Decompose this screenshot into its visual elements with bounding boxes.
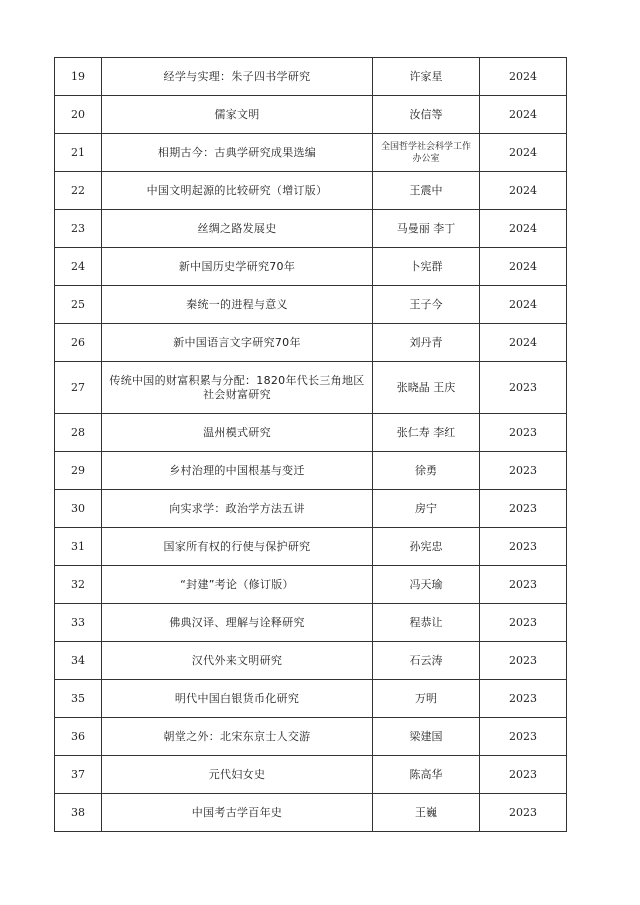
book-title: 新中国语言文字研究70年 xyxy=(102,324,373,362)
book-title: 明代中国白银货币化研究 xyxy=(102,680,373,718)
publication-year: 2023 xyxy=(480,756,567,794)
row-number: 32 xyxy=(55,566,102,604)
book-title: 中国文明起源的比较研究（增订版） xyxy=(102,172,373,210)
book-title: 传统中国的财富积累与分配：1820年代长三角地区社会财富研究 xyxy=(102,362,373,414)
book-author: 王震中 xyxy=(373,172,480,210)
row-number: 37 xyxy=(55,756,102,794)
book-author: 刘丹青 xyxy=(373,324,480,362)
table-row xyxy=(55,490,567,528)
book-title: 儒家文明 xyxy=(102,96,373,134)
row-number: 36 xyxy=(55,718,102,756)
table-row xyxy=(55,96,567,134)
table-row xyxy=(55,414,567,452)
book-title: 元代妇女史 xyxy=(102,756,373,794)
book-author: 石云涛 xyxy=(373,642,480,680)
publication-year: 2023 xyxy=(480,642,567,680)
book-author: 汝信等 xyxy=(373,96,480,134)
row-number: 22 xyxy=(55,172,102,210)
book-author: 马曼丽 李丁 xyxy=(373,210,480,248)
row-number: 27 xyxy=(55,362,102,414)
row-number: 38 xyxy=(55,794,102,832)
publication-year: 2023 xyxy=(480,528,567,566)
table-row xyxy=(55,134,567,172)
book-title: 中国考古学百年史 xyxy=(102,794,373,832)
publication-year: 2024 xyxy=(480,172,567,210)
book-list-table xyxy=(54,57,567,832)
book-author: 卜宪群 xyxy=(373,248,480,286)
row-number: 35 xyxy=(55,680,102,718)
publication-year: 2023 xyxy=(480,718,567,756)
book-title: 向实求学：政治学方法五讲 xyxy=(102,490,373,528)
table-row xyxy=(55,680,567,718)
book-author: 王巍 xyxy=(373,794,480,832)
row-number: 28 xyxy=(55,414,102,452)
table-row xyxy=(55,210,567,248)
row-number: 34 xyxy=(55,642,102,680)
book-title: 乡村治理的中国根基与变迁 xyxy=(102,452,373,490)
table-row xyxy=(55,286,567,324)
book-title: 新中国历史学研究70年 xyxy=(102,248,373,286)
publication-year: 2023 xyxy=(480,566,567,604)
table-row xyxy=(55,58,567,96)
publication-year: 2024 xyxy=(480,324,567,362)
book-author: 全国哲学社会科学工作办公室 xyxy=(373,134,480,172)
row-number: 20 xyxy=(55,96,102,134)
book-author: 张晓晶 王庆 xyxy=(373,362,480,414)
table-row xyxy=(55,324,567,362)
table-row xyxy=(55,452,567,490)
row-number: 31 xyxy=(55,528,102,566)
book-title: 佛典汉译、理解与诠释研究 xyxy=(102,604,373,642)
publication-year: 2024 xyxy=(480,210,567,248)
table-row xyxy=(55,642,567,680)
row-number: 25 xyxy=(55,286,102,324)
row-number: 30 xyxy=(55,490,102,528)
publication-year: 2023 xyxy=(480,362,567,414)
publication-year: 2023 xyxy=(480,680,567,718)
row-number: 29 xyxy=(55,452,102,490)
book-title: 丝绸之路发展史 xyxy=(102,210,373,248)
row-number: 21 xyxy=(55,134,102,172)
publication-year: 2023 xyxy=(480,604,567,642)
publication-year: 2023 xyxy=(480,490,567,528)
row-number: 24 xyxy=(55,248,102,286)
book-author: 张仁寿 李红 xyxy=(373,414,480,452)
publication-year: 2024 xyxy=(480,286,567,324)
book-author: 孙宪忠 xyxy=(373,528,480,566)
book-author: 梁建国 xyxy=(373,718,480,756)
book-author: 王子今 xyxy=(373,286,480,324)
book-title: 秦统一的进程与意义 xyxy=(102,286,373,324)
row-number: 26 xyxy=(55,324,102,362)
table-row xyxy=(55,362,567,414)
table-row xyxy=(55,566,567,604)
book-author: 万明 xyxy=(373,680,480,718)
book-title: 相期古今：古典学研究成果选编 xyxy=(102,134,373,172)
publication-year: 2024 xyxy=(480,248,567,286)
book-title: 国家所有权的行使与保护研究 xyxy=(102,528,373,566)
publication-year: 2023 xyxy=(480,794,567,832)
book-title: 经学与实理：朱子四书学研究 xyxy=(102,58,373,96)
publication-year: 2023 xyxy=(480,452,567,490)
book-author: 房宁 xyxy=(373,490,480,528)
table-row xyxy=(55,248,567,286)
publication-year: 2023 xyxy=(480,414,567,452)
book-author: 冯天瑜 xyxy=(373,566,480,604)
book-author: 陈高华 xyxy=(373,756,480,794)
book-author: 许家星 xyxy=(373,58,480,96)
book-title: 朝堂之外：北宋东京士人交游 xyxy=(102,718,373,756)
book-author: 徐勇 xyxy=(373,452,480,490)
table-row xyxy=(55,172,567,210)
book-title: 汉代外来文明研究 xyxy=(102,642,373,680)
publication-year: 2024 xyxy=(480,58,567,96)
table-row xyxy=(55,794,567,832)
row-number: 19 xyxy=(55,58,102,96)
publication-year: 2024 xyxy=(480,96,567,134)
publication-year: 2024 xyxy=(480,134,567,172)
book-title: “封建”考论（修订版） xyxy=(102,566,373,604)
table-row xyxy=(55,528,567,566)
book-title: 温州模式研究 xyxy=(102,414,373,452)
table-row xyxy=(55,718,567,756)
table-row xyxy=(55,756,567,794)
row-number: 33 xyxy=(55,604,102,642)
book-author: 程恭让 xyxy=(373,604,480,642)
row-number: 23 xyxy=(55,210,102,248)
table-row xyxy=(55,604,567,642)
